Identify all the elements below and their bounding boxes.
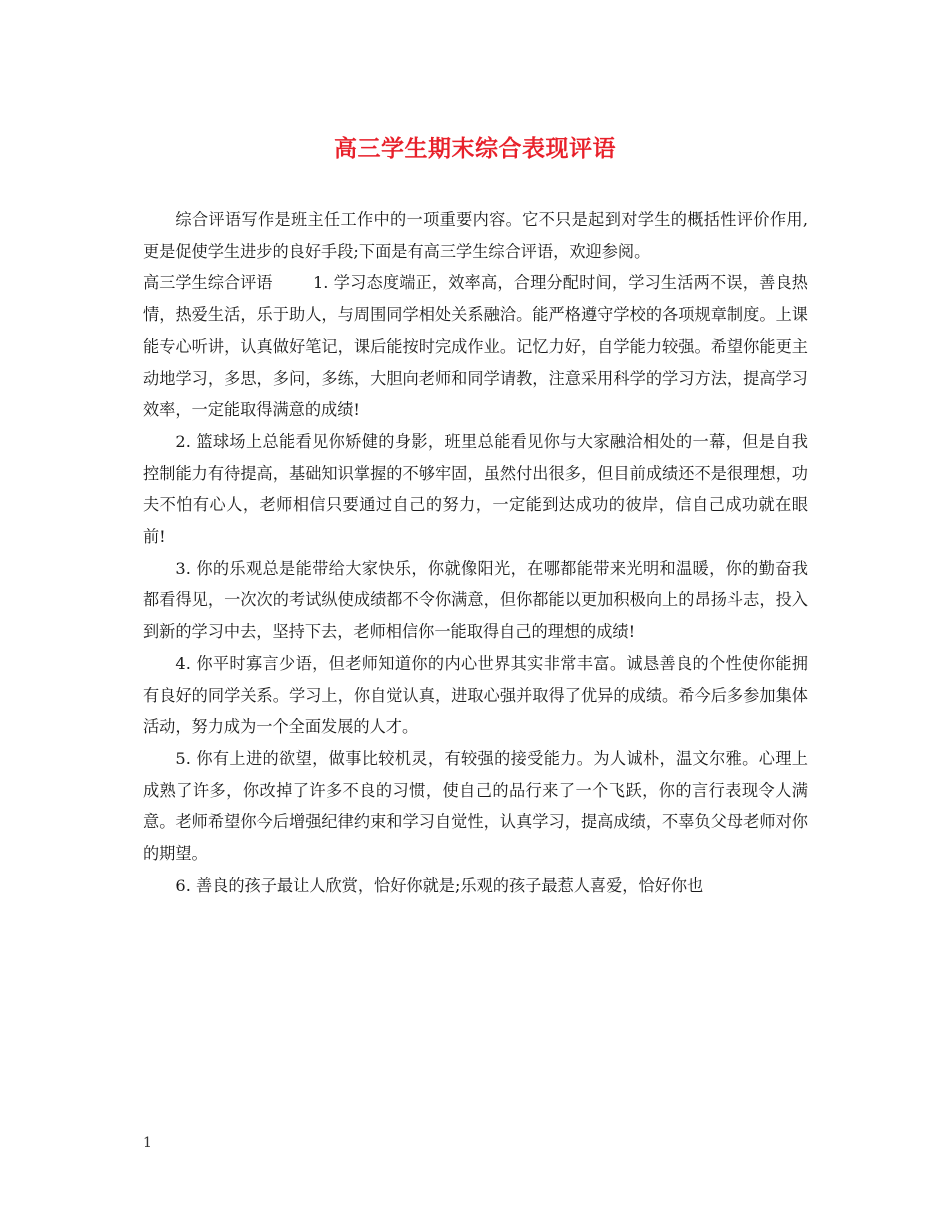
- comment-paragraph-2: 2. 篮球场上总能看见你矫健的身影，班里总能看见你与大家融洽相处的一幕，但是自我控制能力有待提高，基础知识掌握的不够牢固，虽然付出很多，但目前成绩还不是很理想，功夫不怕有心人，老师相信只要通过自己的努力，一定能到达成功的彼岸，信自己成功就在眼前!: [143, 431, 808, 547]
- comment-paragraph-1: [143, 267, 808, 426]
- document-title: 高三学生期末综合表现评语: [334, 135, 616, 162]
- comment-paragraph-3: 3. 你的乐观总是能带给大家快乐，你就像阳光，在哪都能带来光明和温暖，你的勤奋我都看得见，一次次的考试纵使成绩都不令你满意，但你都能以更加积极向上的昂扬斗志，投入到新的学习中去，坚持下去，老师相信你一能取得自己的理想的成绩!: [143, 558, 808, 642]
- comment-paragraph-4: 4. 你平时寡言少语，但老师知道你的内心世界其实非常丰富。诚恳善良的个性使你能拥有良好的同学关系。学习上，你自觉认真，进取心强并取得了优异的成绩。希今后多参加集体活动，努力成为一个全面发展的人才。: [143, 653, 808, 737]
- comment-text-1: 1. 学习态度端正，效率高，合理分配时间，学习生活两不误，善良热情，热爱生活，乐于助人，与周围同学相处关系融洽。能严格遵守学校的各项规章制度。上课能专心听讲，认真做好笔记，课后能按时完成作业。记忆力好，自学能力较强。希望你能更主动地学习，多思，多问，多练，大胆向老师和同学请教，注意采用科学的学习方法，提高学习效率，一定能取得满意的成绩!: [143, 273, 808, 420]
- page-number: 1: [143, 1135, 152, 1151]
- comment-paragraph-5: 5. 你有上进的欲望，做事比较机灵，有较强的接受能力。为人诚朴，温文尔雅。心理上成熟了许多，你改掉了许多不良的习惯，使自己的品行来了一个飞跃，你的言行表现令人满意。老师希望你今后增强纪律约束和学习自觉性，认真学习，提高成绩，不辜负父母老师对你的期望。: [143, 748, 808, 864]
- section-label: 高三学生综合评语: [143, 273, 273, 293]
- comment-paragraph-6: 6. 善良的孩子最让人欣赏，恰好你就是;乐观的孩子最惹人喜爱，恰好你也: [175, 875, 704, 895]
- document-body: [143, 204, 808, 901]
- intro-paragraph: 综合评语写作是班主任工作中的一项重要内容。它不只是起到对学生的概括性评价作用,更是促使学生进步的良好手段;下面是有高三学生综合评语，欢迎参阅。: [143, 210, 808, 261]
